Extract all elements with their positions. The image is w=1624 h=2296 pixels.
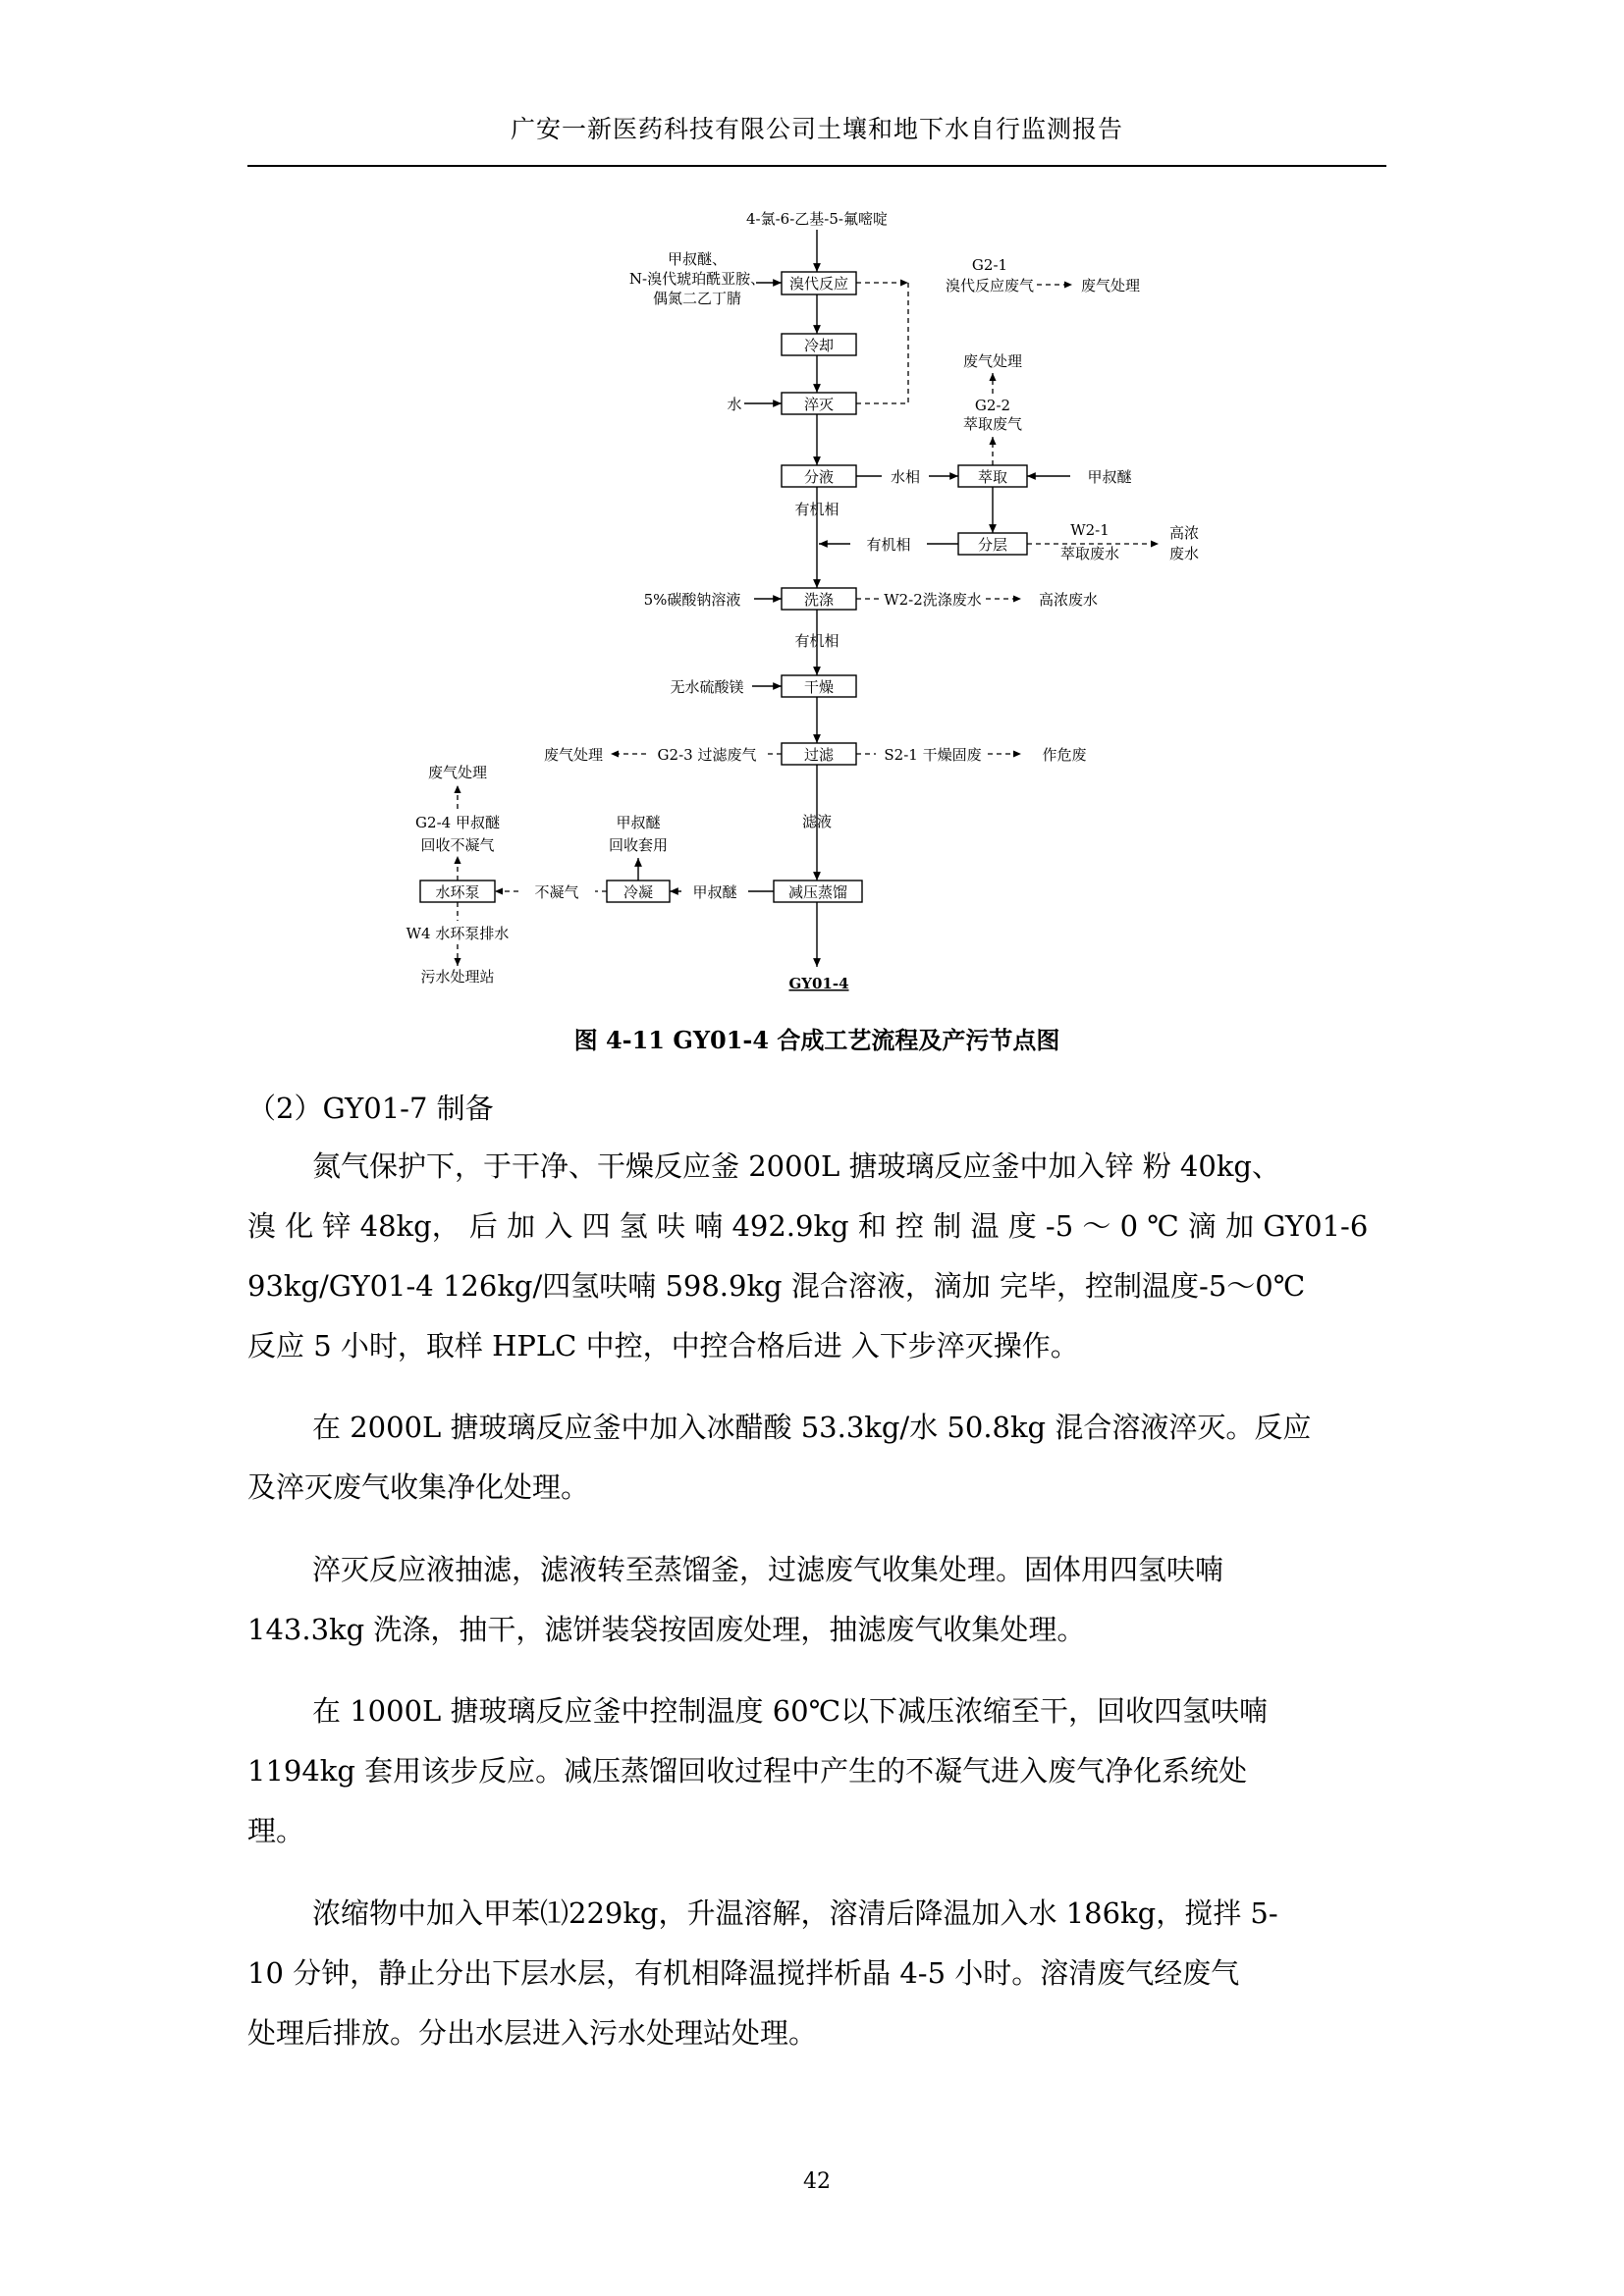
box-label: 干燥	[803, 678, 835, 696]
flow-label: 滤液	[801, 813, 833, 830]
flow-label: 回收套用	[608, 836, 669, 854]
flow-label: S2-1 干燥固废	[884, 746, 982, 764]
text-line: 10 分钟，静止分出下层水层，有机相降温搅拌析晶 4-5 小时。溶清废气经废气	[247, 1956, 1240, 1990]
flow-label: W2-2洗涤废水	[884, 591, 982, 609]
flow-label: W4 水环泵排水	[406, 925, 510, 942]
text-line: 溴 化 锌 48kg， 后 加 入 四 氢 呋 喃 492.9kg 和 控 制 温 度 -5 ～ 0 ℃ 滴 加 GY01-6	[247, 1209, 1369, 1243]
text-line: 氮气保护下，于干净、干燥反应釜 2000L 搪玻璃反应釜中加入锌 粉 40kg、	[312, 1149, 1280, 1183]
flow-label: 甲叔醚	[1087, 468, 1132, 486]
figure-caption: 图 4-11 GY01-4 合成工艺流程及产污节点图	[573, 1026, 1060, 1054]
box-label: 溴代反应	[788, 275, 849, 293]
flow-label: 有机相	[866, 536, 911, 554]
paragraph	[247, 1884, 1386, 2063]
flow-label: G2-2	[974, 397, 1011, 414]
box-label: 水环泵	[435, 883, 480, 901]
flow-label: 污水处理站	[420, 968, 495, 986]
flow-label: 甲叔醚	[692, 883, 737, 901]
flow-label: 甲叔醚、	[667, 250, 728, 268]
flow-label: 不凝气	[534, 883, 579, 901]
flow-label: 废气处理	[962, 352, 1023, 370]
box-label: 分液	[803, 468, 835, 486]
flow-label: 偶氮二乙丁腈	[652, 290, 742, 307]
flow-label: 高浓废水	[1038, 591, 1099, 609]
paragraph	[247, 1540, 1386, 1660]
flow-label: 甲叔醚	[616, 814, 661, 831]
flow-label: 萃取废气	[962, 415, 1023, 433]
text-line: 在 1000L 搪玻璃反应釜中控制温度 60℃以下减压浓缩至干，回收四氢呋喃	[312, 1694, 1269, 1728]
text-line: 1194kg 套用该步反应。减压蒸馏回收过程中产生的不凝气进入废气净化系统处	[247, 1754, 1248, 1788]
flow-label: 废气处理	[543, 746, 604, 764]
box-label: 萃取	[977, 468, 1008, 486]
flow-label: G2-1	[971, 256, 1008, 274]
box-label: 减压蒸馏	[787, 883, 848, 901]
text-line: 在 2000L 搪玻璃反应釜中加入冰醋酸 53.3kg/水 50.8kg 混合溶液淬灭。反应	[312, 1411, 1312, 1444]
text-line: 理。	[247, 1814, 305, 1847]
flow-label: 4-氯-6-乙基-5-氟嘧啶	[746, 210, 888, 228]
paragraph	[247, 1398, 1386, 1518]
box-label: 洗涤	[803, 591, 835, 609]
box-label: 分层	[977, 536, 1008, 554]
flow-label: 有机相	[794, 632, 839, 650]
section-title: （2）GY01-7 制备	[247, 1092, 494, 1125]
flow-label: G2-4 甲叔醚	[415, 814, 500, 831]
flow-label: 5%碳酸钠溶液	[643, 591, 741, 609]
product-label: GY01-4	[788, 975, 849, 992]
flow-label: N-溴代琥珀酰亚胺、	[628, 270, 766, 288]
text-line: 93kg/GY01-4 126kg/四氢呋喃 598.9kg 混合溶液，滴加 完毕，控制温度-5～0℃	[247, 1269, 1306, 1303]
flow-label: G2-3 过滤废气	[657, 746, 757, 764]
flow-label: 废气处理	[1080, 277, 1141, 294]
flow-label: 高浓	[1168, 524, 1200, 542]
flow-label: 溴代反应废气	[945, 277, 1035, 294]
process-flow-diagram	[0, 0, 1624, 1021]
flow-label: 废气处理	[427, 764, 488, 781]
text-line: 143.3kg 洗涤，抽干，滤饼装袋按固废处理，抽滤废气收集处理。	[247, 1613, 1086, 1646]
box-label: 过滤	[803, 746, 835, 764]
text-line: 处理后排放。分出水层进入污水处理站处理。	[247, 2016, 818, 2050]
flow-label: 水	[727, 396, 742, 413]
flow-label: 废水	[1168, 545, 1200, 562]
flow-label: 有机相	[794, 501, 839, 518]
paragraph	[247, 1682, 1386, 1861]
flow-label: 无水硫酸镁	[670, 678, 744, 696]
flow-label: 回收不凝气	[420, 836, 495, 854]
flow-label: W2-1	[1070, 521, 1110, 539]
flow-label: 萃取废水	[1059, 545, 1120, 562]
flow-label: 作危废	[1042, 746, 1087, 764]
paragraph	[247, 1137, 1386, 1376]
page-header: 广安一新医药科技有限公司土壤和地下水自行监测报告	[510, 115, 1123, 143]
flow-label: 水相	[890, 468, 921, 486]
box-label: 淬灭	[803, 396, 835, 413]
page-number: 42	[803, 2169, 831, 2194]
text-line: 浓缩物中加入甲苯⑴229kg，升温溶解，溶清后降温加入水 186kg，搅拌 5-	[312, 1896, 1278, 1930]
text-line: 及淬灭废气收集净化处理。	[247, 1470, 590, 1504]
box-label: 冷却	[803, 337, 835, 354]
box-label: 冷凝	[623, 883, 654, 901]
text-line: 反应 5 小时，取样 HPLC 中控，中控合格后进 入下步淬灭操作。	[247, 1329, 1079, 1362]
text-line: 淬灭反应液抽滤，滤液转至蒸馏釜，过滤废气收集处理。固体用四氢呋喃	[312, 1553, 1224, 1586]
